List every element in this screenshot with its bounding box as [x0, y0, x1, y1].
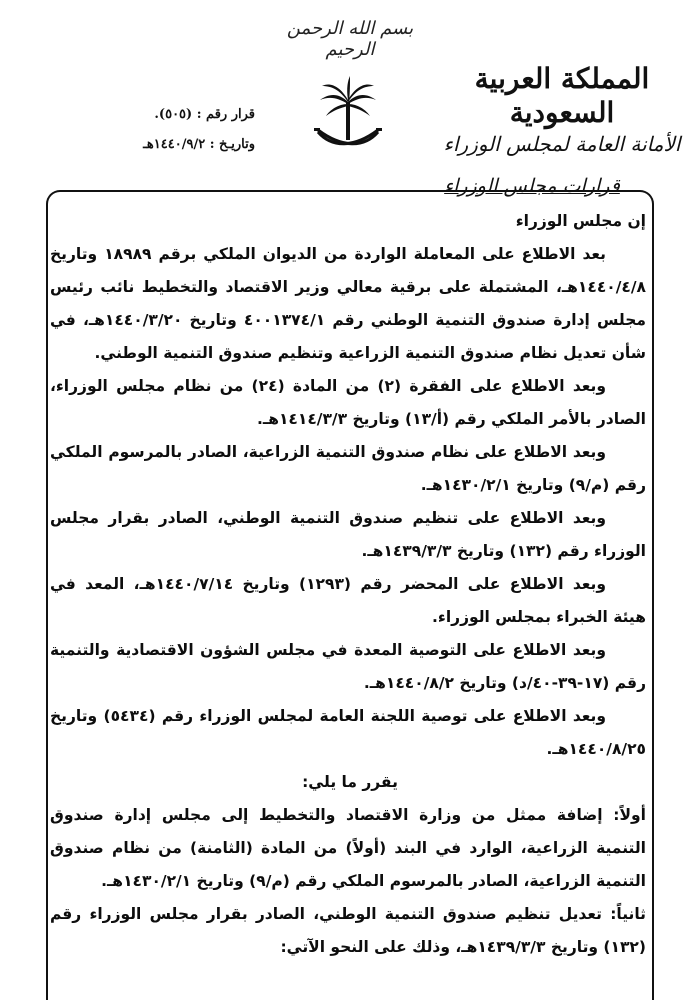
decision-date: وتاريـخ : ١٤٤٠/٩/٢هـ: [143, 137, 255, 152]
preamble-paragraph: وبعد الاطلاع على تنظيم صندوق التنمية الوطني، الصادر بقرار مجلس الوزراء رقم (١٣٢) وتاريخ ١٤٣٩/٣/٣هـ.: [50, 509, 646, 560]
item-text: تعديل تنظيم صندوق التنمية الوطني، الصادر بقرار مجلس الوزراء رقم (١٣٢) وتاريخ ١٤٣٩/٣/٣هـ، وذلك على النحو الآتي:: [50, 905, 646, 956]
decision-number: قرار رقم : (٥٠٥).: [154, 107, 255, 122]
preamble-paragraph: وبعد الاطلاع على نظام صندوق التنمية الزراعية، الصادر بالمرسوم الملكي رقم (م/٩) وتاريخ ١٤٣٠/٢/١هـ.: [50, 443, 646, 494]
preamble-paragraph: وبعد الاطلاع على توصية اللجنة العامة لمجلس الوزراء رقم (٥٤٣٤) وتاريخ ١٤٤٠/٨/٢٥هـ.: [50, 707, 646, 758]
item-label: ثانياً:: [610, 905, 646, 923]
org-cabinet-decisions: قرارات مجلس الوزراء: [444, 175, 620, 197]
preamble-paragraph: بعد الاطلاع على المعاملة الواردة من الديوان الملكي برقم ١٨٩٨٩ وتاريخ ١٤٤٠/٤/٨هـ، المشتملة على برقية معالي وزير الاقتصاد والتخطيط نائب رئيس مجلس إدارة صندوق التنمية الوطني رقم ٤٠٠١٣٧٤/١ وتاريخ ١٤٤٠/٣/٢٠هـ، في شأن تعديل نظام صندوق التنمية الزراعية وتنظيم صندوق التنمية الوطني.: [50, 245, 646, 362]
opening-line: إن مجلس الوزراء: [515, 212, 646, 230]
decision-item-first: [50, 799, 650, 898]
decision-item-second: [50, 898, 650, 964]
preamble-paragraph: وبعد الاطلاع على المحضر رقم (١٢٩٣) وتاريخ ١٤٤٠/٧/١٤هـ، المعد في هيئة الخبراء بمجلس الوزراء.: [50, 575, 646, 626]
basmala-calligraphy: بسم الله الرحمن الرحيم: [286, 18, 414, 60]
organization-header: [442, 62, 682, 200]
org-general-secretariat: الأمانة العامة لمجلس الوزراء: [443, 132, 681, 156]
item-text: إضافة ممثل من وزارة الاقتصاد والتخطيط إلى مجلس إدارة صندوق التنمية الزراعية، الوارد في البند (أولاً) من المادة (الثامنة) من نظام صندوق التنمية الزراعية، الصادر بالمرسوم الملكي رقم (م/٩) وتاريخ ١٤٣٠/٢/١هـ.: [50, 806, 646, 890]
decides-heading: يقرر ما يلي:: [302, 773, 398, 791]
palm-and-swords-emblem-icon: [308, 74, 388, 154]
item-label: أولاً:: [613, 806, 646, 824]
decision-body: [50, 205, 650, 964]
preamble-paragraph: وبعد الاطلاع على التوصية المعدة في مجلس الشؤون الاقتصادية والتنمية رقم (١٧-٣٩-٤٠/د) وتاريخ ١٤٤٠/٨/٢هـ.: [50, 641, 646, 692]
org-kingdom-name: المملكة العربية السعودية: [474, 62, 650, 129]
decision-reference: [95, 100, 255, 160]
preamble-paragraph: وبعد الاطلاع على الفقرة (٢) من المادة (٢٤) من نظام مجلس الوزراء، الصادر بالأمر الملكي رقم (أ/١٣) وتاريخ ١٤١٤/٣/٣هـ.: [50, 377, 646, 428]
